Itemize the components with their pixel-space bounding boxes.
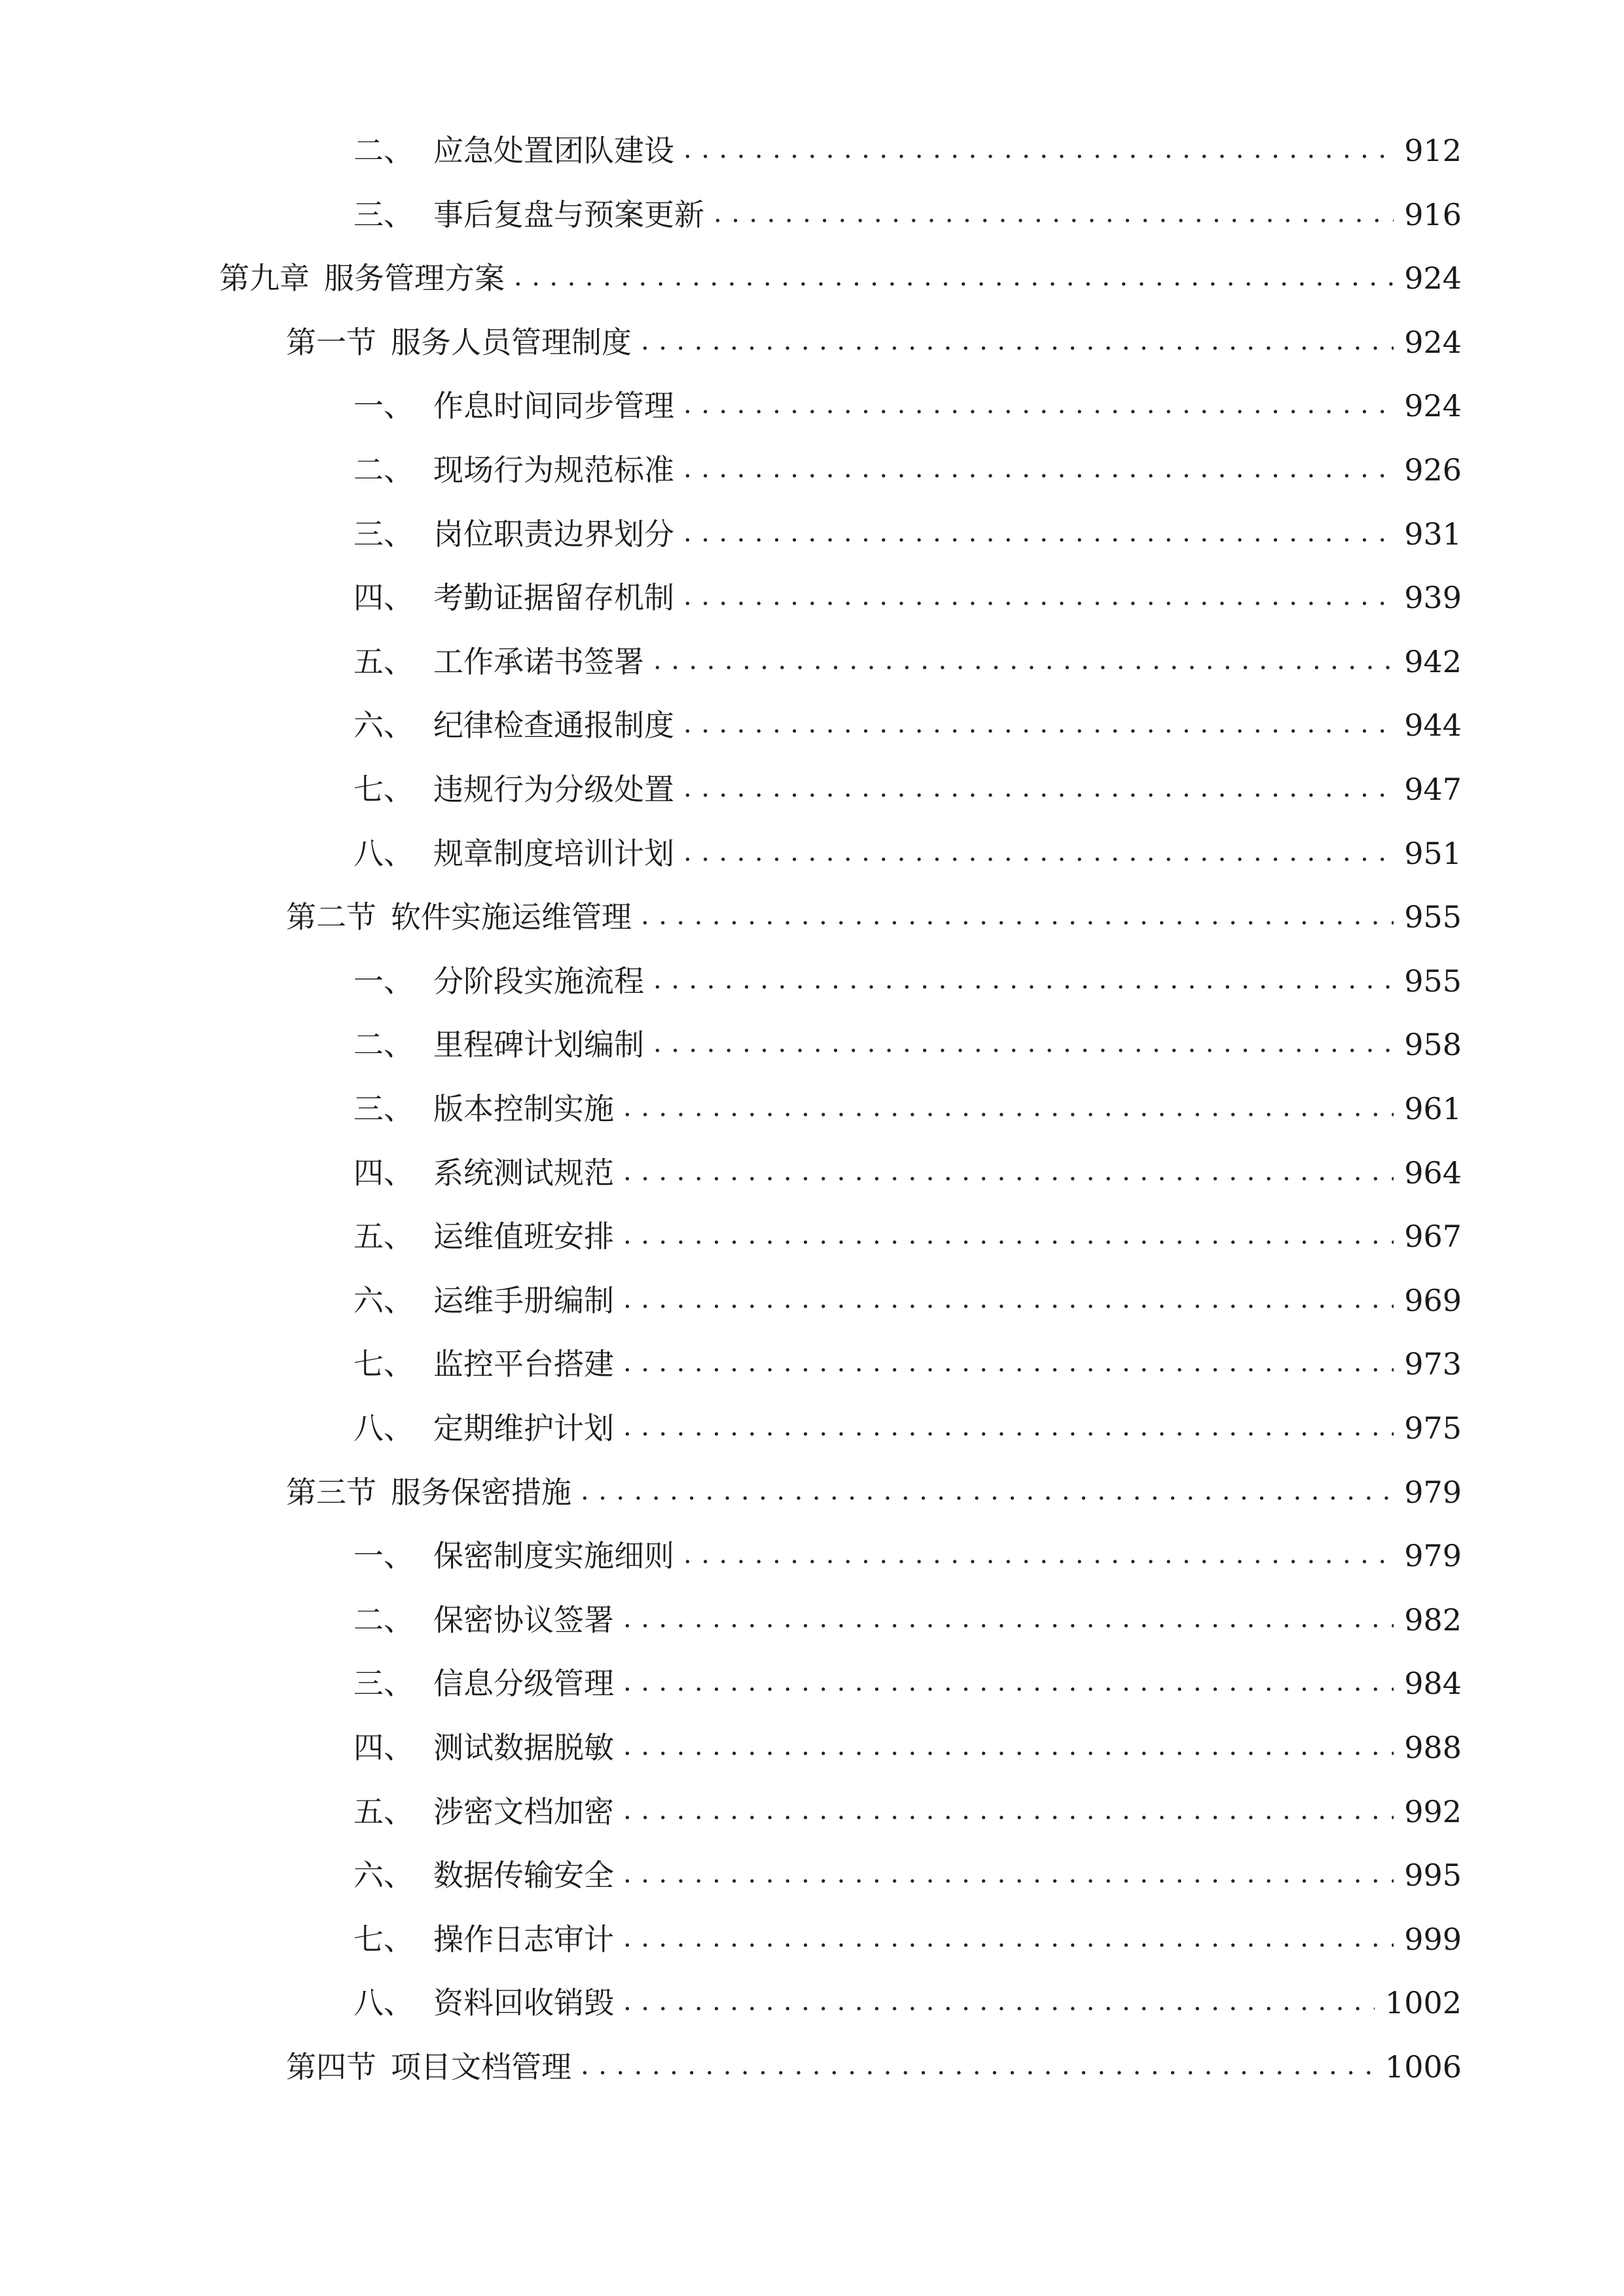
toc-entry-page-number: 975	[1404, 1410, 1462, 1446]
toc-entry[interactable]	[353, 1657, 1462, 1710]
toc-entry-title: 事后复盘与预案更新	[433, 196, 704, 232]
toc-entry[interactable]	[353, 508, 1462, 560]
toc-entry-title: 违规行为分级处置	[433, 772, 674, 807]
toc-entry[interactable]	[353, 955, 1462, 1007]
toc-entry-title: 服务管理方案	[324, 260, 505, 296]
toc-entry-title: 软件实施运维管理	[391, 899, 632, 935]
toc-dot-leader	[581, 2039, 1375, 2092]
toc-entry-title: 监控平台搭建	[433, 1346, 614, 1382]
toc-entry-number: 六、	[353, 1857, 414, 1893]
toc-entry-title: 纪律检查通报制度	[433, 708, 674, 744]
toc-entry-number: 八、	[353, 1410, 414, 1446]
toc-entry-page-number: 1006	[1384, 2049, 1462, 2085]
toc-dot-leader	[623, 1209, 1394, 1261]
toc-entry-number: 三、	[353, 196, 414, 232]
toc-entry-title: 服务人员管理制度	[391, 324, 632, 360]
toc-dot-leader	[623, 1081, 1394, 1134]
toc-entry-title: 测试数据脱敏	[433, 1730, 614, 1765]
toc-entry-number: 四、	[353, 580, 414, 616]
toc-entry-page-number: 916	[1404, 196, 1462, 232]
toc-dot-leader	[683, 507, 1394, 559]
toc-entry-page-number: 961	[1404, 1091, 1462, 1126]
toc-entry[interactable]	[353, 444, 1462, 496]
toc-entry-title: 岗位职责边界划分	[433, 516, 674, 552]
toc-entry-number: 第二节	[286, 899, 376, 935]
toc-entry-number: 第一节	[286, 324, 376, 360]
toc-dot-leader	[623, 1273, 1394, 1325]
toc-entry[interactable]	[353, 1210, 1462, 1263]
toc-entry[interactable]	[353, 1402, 1462, 1454]
toc-dot-leader	[683, 1528, 1394, 1581]
toc-entry-title: 作息时间同步管理	[433, 388, 674, 424]
toc-entry[interactable]	[353, 1147, 1462, 1199]
toc-entry-title: 应急处置团队建设	[433, 133, 674, 168]
toc-entry-title: 项目文档管理	[391, 2049, 571, 2085]
toc-entry-page-number: 964	[1404, 1155, 1462, 1191]
toc-entry-page-number: 924	[1404, 388, 1462, 424]
toc-dot-leader	[623, 1720, 1394, 1772]
toc-entry-page-number: 979	[1404, 1538, 1462, 1574]
toc-entry-page-number: 939	[1404, 580, 1462, 616]
toc-entry-page-number: 912	[1404, 133, 1462, 168]
toc-dot-leader	[683, 762, 1394, 814]
toc-dot-leader	[623, 1145, 1394, 1198]
toc-entry[interactable]	[219, 252, 1462, 304]
toc-dot-leader	[653, 954, 1394, 1006]
toc-entry-page-number: 967	[1404, 1219, 1462, 1255]
toc-entry-number: 七、	[353, 1346, 414, 1382]
toc-entry[interactable]	[353, 636, 1462, 688]
toc-entry-page-number: 955	[1404, 963, 1462, 999]
toc-dot-leader	[623, 1656, 1394, 1708]
toc-entry[interactable]	[353, 763, 1462, 816]
toc-dot-leader	[683, 123, 1394, 175]
toc-dot-leader	[641, 315, 1394, 367]
toc-entry[interactable]	[353, 699, 1462, 751]
toc-entry-title: 服务保密措施	[391, 1474, 571, 1510]
toc-entry-number: 四、	[353, 1155, 414, 1191]
toc-entry-page-number: 955	[1404, 899, 1462, 935]
toc-entry-page-number: 926	[1404, 452, 1462, 488]
toc-entry[interactable]	[353, 1721, 1462, 1774]
toc-entry[interactable]	[353, 1083, 1462, 1135]
toc-entry-number: 六、	[353, 1282, 414, 1318]
toc-entry-title: 分阶段实施流程	[433, 963, 644, 999]
toc-entry-title: 信息分级管理	[433, 1666, 614, 1702]
toc-dot-leader	[623, 1401, 1394, 1453]
toc-entry-number: 第四节	[286, 2049, 376, 2085]
toc-entry-number: 八、	[353, 835, 414, 871]
toc-entry[interactable]	[353, 188, 1462, 241]
toc-entry-title: 运维手册编制	[433, 1282, 614, 1318]
toc-entry[interactable]	[353, 1018, 1462, 1071]
toc-dot-leader	[623, 1784, 1394, 1837]
toc-entry-number: 六、	[353, 708, 414, 744]
toc-entry-number: 五、	[353, 643, 414, 679]
toc-dot-leader	[623, 1336, 1394, 1389]
toc-dot-leader	[683, 442, 1394, 495]
toc-entry-title: 里程碑计划编制	[433, 1027, 644, 1063]
toc-entry-number: 七、	[353, 772, 414, 807]
toc-entry-number: 四、	[353, 1730, 414, 1765]
toc-entry-title: 资料回收销毁	[433, 1985, 614, 2021]
toc-entry[interactable]	[353, 827, 1462, 880]
toc-entry-page-number: 984	[1404, 1666, 1462, 1702]
toc-entry-title: 现场行为规范标准	[433, 452, 674, 488]
toc-entry-page-number: 924	[1404, 260, 1462, 296]
toc-entry-number: 八、	[353, 1985, 414, 2021]
toc-entry-page-number: 982	[1404, 1602, 1462, 1638]
toc-entry-page-number: 944	[1404, 708, 1462, 744]
toc-entry[interactable]	[353, 1913, 1462, 1965]
toc-entry-page-number: 992	[1404, 1793, 1462, 1829]
toc-entry-page-number: 988	[1404, 1730, 1462, 1765]
toc-entry-page-number: 942	[1404, 643, 1462, 679]
toc-entry[interactable]	[286, 1466, 1462, 1518]
toc-entry[interactable]	[353, 380, 1462, 432]
toc-entry-number: 一、	[353, 963, 414, 999]
toc-entry-number: 五、	[353, 1793, 414, 1829]
toc-entry-page-number: 951	[1404, 835, 1462, 871]
toc-entry-page-number: 995	[1404, 1857, 1462, 1893]
toc-dot-leader	[653, 1017, 1394, 1069]
toc-entry-title: 系统测试规范	[433, 1155, 614, 1191]
toc-dot-leader	[683, 698, 1394, 750]
toc-dot-leader	[623, 1912, 1394, 1964]
toc-entry[interactable]	[353, 571, 1462, 624]
toc-entry[interactable]	[286, 2041, 1462, 2093]
toc-entry-title: 保密制度实施细则	[433, 1538, 674, 1574]
toc-entry-title: 操作日志审计	[433, 1921, 614, 1957]
toc-entry-number: 二、	[353, 452, 414, 488]
toc-entry-page-number: 999	[1404, 1921, 1462, 1957]
toc-entry-number: 五、	[353, 1219, 414, 1255]
toc-entry-page-number: 924	[1404, 324, 1462, 360]
toc-entry-title: 定期维护计划	[433, 1410, 614, 1446]
toc-entry[interactable]	[286, 891, 1462, 943]
toc-entry-number: 二、	[353, 1602, 414, 1638]
toc-dot-leader	[623, 1592, 1394, 1645]
toc-dot-leader	[683, 570, 1394, 622]
toc-entry-title: 数据传输安全	[433, 1857, 614, 1893]
toc-entry-number: 一、	[353, 1538, 414, 1574]
toc-dot-leader	[623, 1848, 1394, 1900]
toc-entry[interactable]	[353, 1338, 1462, 1390]
toc-entry-title: 版本控制实施	[433, 1091, 614, 1126]
toc-entry-number: 第九章	[219, 260, 310, 296]
toc-dot-leader	[514, 251, 1394, 303]
toc-entry-number: 第三节	[286, 1474, 376, 1510]
toc-entry-page-number: 973	[1404, 1346, 1462, 1382]
toc-entry[interactable]	[286, 316, 1462, 368]
toc-entry[interactable]	[353, 124, 1462, 177]
toc-entry-number: 二、	[353, 1027, 414, 1063]
toc-dot-leader	[683, 378, 1394, 431]
toc-entry-page-number: 931	[1404, 516, 1462, 552]
toc-entry-page-number: 947	[1404, 772, 1462, 807]
toc-dot-leader	[683, 826, 1394, 878]
toc-entry[interactable]	[353, 1785, 1462, 1838]
toc-entry-number: 七、	[353, 1921, 414, 1957]
toc-entry-title: 考勤证据留存机制	[433, 580, 674, 616]
toc-entry-number: 三、	[353, 516, 414, 552]
toc-entry-page-number: 1002	[1384, 1985, 1462, 2021]
toc-entry-title: 工作承诺书签署	[433, 643, 644, 679]
toc-entry-title: 涉密文档加密	[433, 1793, 614, 1829]
toc-entry-number: 三、	[353, 1666, 414, 1702]
toc-entry[interactable]	[353, 1530, 1462, 1582]
toc-dot-leader	[713, 187, 1394, 240]
toc-entry-number: 一、	[353, 388, 414, 424]
toc-dot-leader	[653, 634, 1394, 687]
toc-entry[interactable]	[353, 1977, 1462, 2029]
toc-dot-leader	[641, 889, 1394, 942]
toc-entry[interactable]	[353, 1274, 1462, 1327]
toc-entry[interactable]	[353, 1594, 1462, 1646]
toc-entry-title: 保密协议签署	[433, 1602, 614, 1638]
toc-entry-page-number: 979	[1404, 1474, 1462, 1510]
toc-entry-page-number: 969	[1404, 1282, 1462, 1318]
toc-dot-leader	[581, 1465, 1394, 1517]
toc-dot-leader	[623, 1975, 1375, 2028]
toc-entry-number: 三、	[353, 1091, 414, 1126]
toc-entry-page-number: 958	[1404, 1027, 1462, 1063]
toc-entry-title: 规章制度培训计划	[433, 835, 674, 871]
toc-entry-title: 运维值班安排	[433, 1219, 614, 1255]
toc-entry[interactable]	[353, 1849, 1462, 1901]
toc-entry-number: 二、	[353, 133, 414, 168]
